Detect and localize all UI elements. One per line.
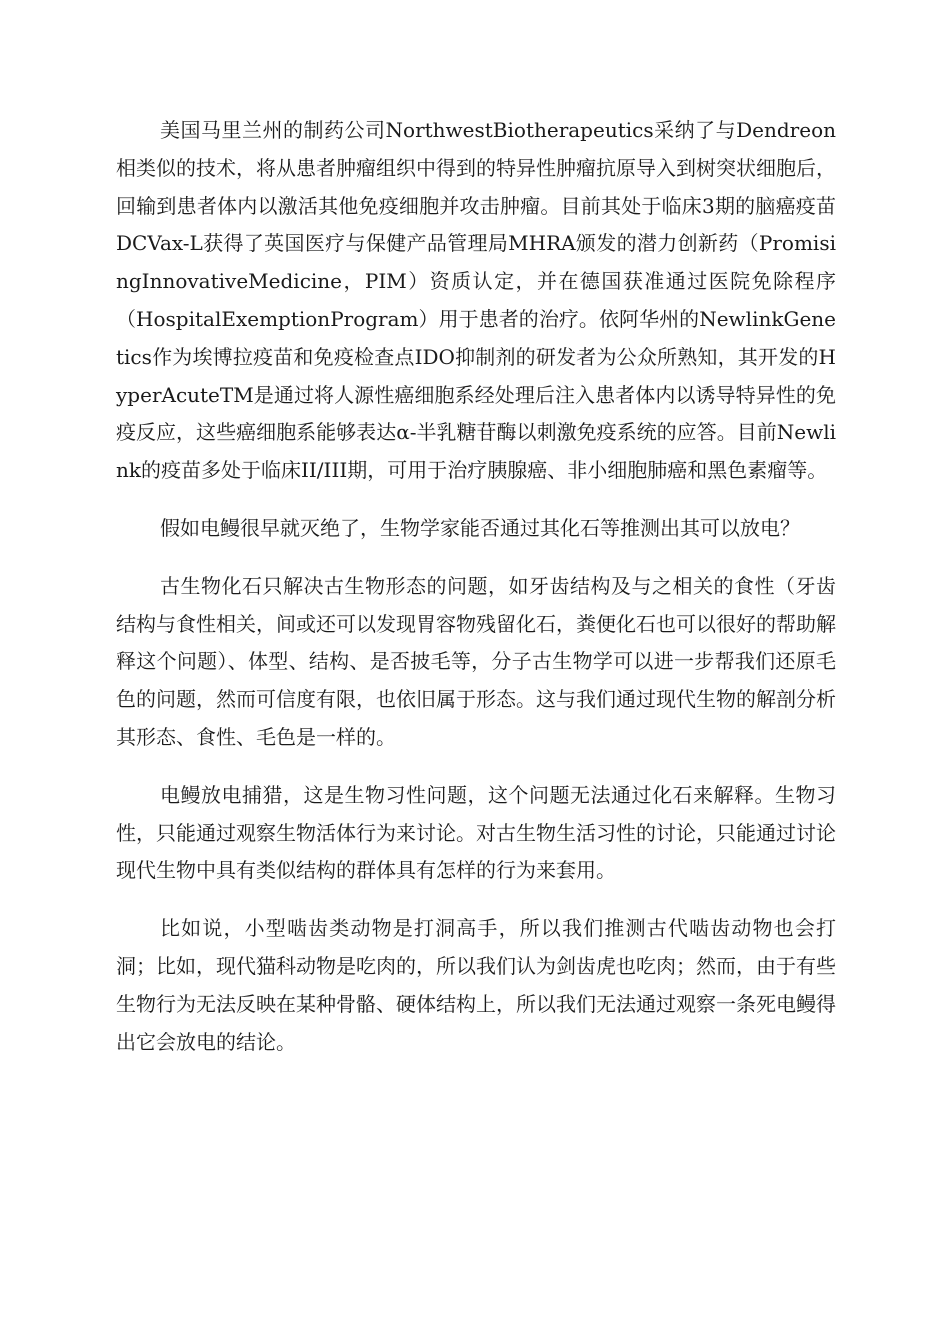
paragraph-fossil: 古生物化石只解决古生物形态的问题，如牙齿结构及与之相关的食性（牙齿结构与食性相关，间或还可以发现胃容物残留化石，粪便化石也可以很好的帮助解释这个问题）、体型、结构、是否披毛等，分子古生物学可以进一步帮我们还原毛色的问题，然而可信度有限，也依旧属于形态。这与我们通过现代生物的解剖分析其形态、食性、毛色是一样的。 <box>116 573 836 749</box>
document-body <box>116 112 836 1081</box>
paragraph-behavior: 电鳗放电捕猎，这是生物习性问题，这个问题无法通过化石来解释。生物习性，只能通过观察生物活体行为来讨论。对古生物生活习性的讨论，只能通过讨论现代生物中具有类似结构的群体具有怎样的行为来套用。 <box>116 782 836 883</box>
paragraph-example: 比如说，小型啮齿类动物是打洞高手，所以我们推测古代啮齿动物也会打洞；比如，现代猫科动物是吃肉的，所以我们认为剑齿虎也吃肉；然而，由于有些生物行为无法反映在某种骨骼、硬体结构上，所以我们无法通过观察一条死电鳗得出它会放电的结论。 <box>116 916 836 1054</box>
paragraph-question: 假如电鳗很早就灭绝了，生物学家能否通过其化石等推测出其可以放电？ <box>160 515 800 540</box>
paragraph-biotech: 美国马里兰州的制药公司NorthwestBiotherapeutics采纳了与Dendreon相类似的技术，将从患者肿瘤组织中得到的特异性肿瘤抗原导入到树突状细胞后，回输到患者体内以激活其他免疫细胞并攻击肿瘤。目前其处于临床3期的脑癌疫苗DCVax-L获得了英国医疗与保健产品管理局MHRA颁发的潜力创新药（PromisingInnovativeMedicine，PIM）资质认定，并在德国获准通过医院免除程序（HospitalExemptionProgram）用于患者的治疗。依阿华州的NewlinkGenetics作为埃博拉疫苗和免疫检查点IDO抑制剂的研发者为公众所熟知，其开发的HyperAcuteTM是通过将人源性癌细胞系经处理后注入患者体内以诱导特异性的免疫反应，这些癌细胞系能够表达α-半乳糖苷酶以刺激免疫系统的应答。目前Newlink的疫苗多处于临床II/III期，可用于治疗胰腺癌、非小细胞肺癌和黑色素瘤等。 <box>116 118 836 483</box>
